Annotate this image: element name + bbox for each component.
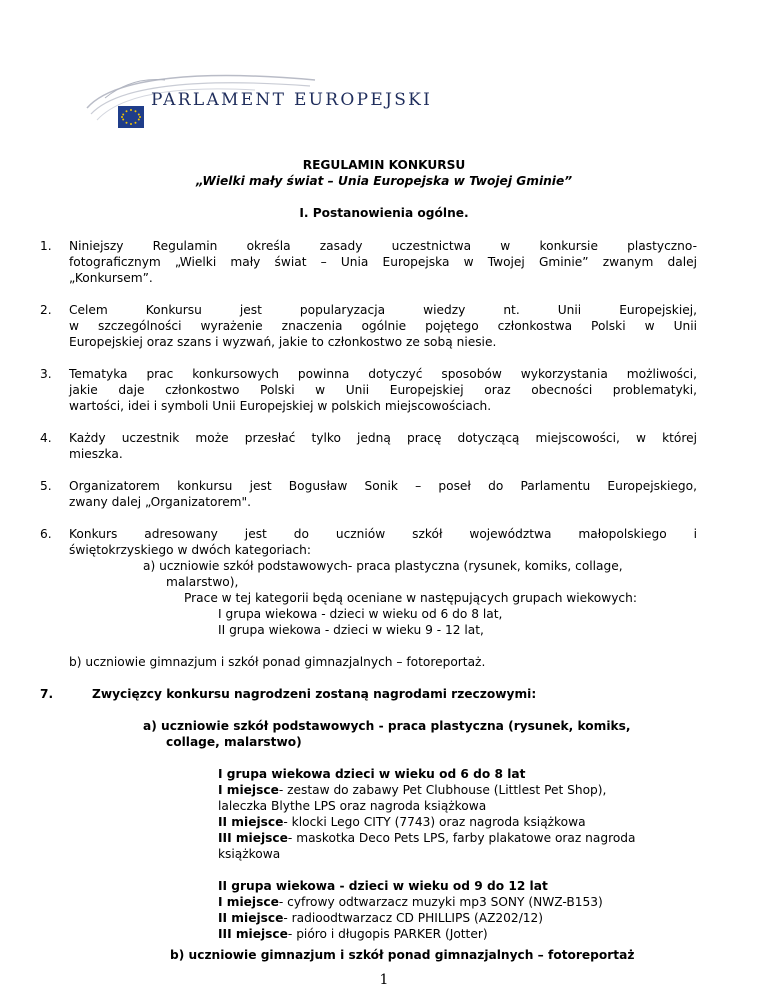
item-number: 4. [40, 431, 52, 445]
prize-desc: - radioodtwarzacz CD PHILLIPS (AZ202/12) [283, 911, 544, 925]
item-number: 3. [40, 367, 52, 381]
prize-line [218, 782, 606, 798]
prize-group-2-heading: II grupa wiekowa - dzieci w wieku od 9 do 12 lat [218, 879, 548, 893]
item-text-line: Konkurs adresowany jest do uczniów szkół województwa małopolskiego i [69, 527, 697, 541]
item-text-line: wartości, idei i symboli Unii Europejskiej w polskich miejscowościach. [69, 399, 492, 413]
item-number: 2. [40, 303, 52, 317]
item-text-line: „Konkursem”. [69, 271, 153, 285]
prize-category-a-cont: collage, malarstwo) [166, 735, 302, 749]
item-text-line: Tematyka prac konkursowych powinna dotyczyć sposobów wykorzystania możliwości, [69, 367, 697, 381]
prize-desc: - maskotka Deco Pets LPS, farby plakatowe oraz nagroda [287, 831, 636, 845]
prize-desc: - cyfrowy odtwarzacz muzyki mp3 SONY (NWZ-B153) [278, 895, 603, 909]
item-text-line: Niniejszy Regulamin określa zasady uczestnictwa w konkursie plastyczno- [69, 239, 697, 253]
item-text-line: mieszka. [69, 447, 123, 461]
category-a-cont: malarstwo), [166, 575, 239, 589]
category-b: b) uczniowie gimnazjum i szkół ponad gimnazjalnych – fotoreportaż. [69, 655, 486, 669]
item-text-line: Każdy uczestnik może przesłać tylko jedną pracę dotyczącą miejscowości, w której [69, 431, 697, 445]
item-text-line: w szczególności wyrażenie znaczenia ogólnie pojętego członkostwa Polski w Unii [69, 319, 697, 333]
prize-line [218, 814, 586, 830]
prize-line [218, 910, 543, 926]
document-title: REGULAMIN KONKURSU [302, 158, 466, 172]
place-label: I miejsce [218, 783, 279, 797]
item-text-line: fotograficznym „Wielki mały świat – Unia Europejska w Twojej Gminie” zwanym dalej [69, 255, 697, 269]
eu-flag-icon [118, 106, 144, 128]
prize-line [218, 830, 636, 846]
item-number: 1. [40, 239, 52, 253]
age-group-1: I grupa wiekowa - dzieci w wieku od 6 do 8 lat, [218, 607, 503, 621]
prize-desc: - klocki Lego CITY (7743) oraz nagroda książkowa [283, 815, 586, 829]
contest-name: „Wielki mały świat – Unia Europejska w Twojej Gminie” [195, 174, 573, 188]
prize-category-a: a) uczniowie szkół podstawowych - praca plastyczna (rysunek, komiks, [143, 719, 631, 733]
item-number: 6. [40, 527, 52, 541]
prize-category-b: b) uczniowie gimnazjum i szkół ponad gimnazjalnych – fotoreportaż [170, 948, 635, 962]
category-a: a) uczniowie szkół podstawowych- praca plastyczna (rysunek, komiks, collage, [143, 559, 623, 573]
age-groups-intro: Prace w tej kategorii będą oceniane w następujących grupach wiekowych: [184, 591, 637, 605]
place-label: III miejsce [218, 927, 288, 941]
page-number: 1 [379, 972, 389, 988]
european-parliament-logo [85, 68, 433, 132]
item-text-line: Celem Konkursu jest popularyzacja wiedzy nt. Unii Europejskiej, [69, 303, 697, 317]
prize-group-1-heading: I grupa wiekowa dzieci w wieku od 6 do 8 lat [218, 767, 526, 781]
item-number: 7. [40, 687, 54, 701]
item-text-line: Organizatorem konkursu jest Bogusław Sonik – poseł do Parlamentu Europejskiego, [69, 479, 697, 493]
item-number: 5. [40, 479, 52, 493]
prize-line-cont: książkowa [218, 847, 281, 861]
place-label: I miejsce [218, 895, 279, 909]
item-text-line: jakie daje członkostwo Polski w Unii Europejskiej oraz obecności problematyki, [69, 383, 697, 397]
prize-desc: - pióro i długopis PARKER (Jotter) [287, 927, 488, 941]
item-text-line: zwany dalej „Organizatorem". [69, 495, 252, 509]
item-text-line: świętokrzyskiego w dwóch kategoriach: [69, 543, 311, 557]
prizes-heading: Zwycięzcy konkursu nagrodzeni zostaną nagrodami rzeczowymi: [92, 687, 537, 701]
logo-text: PARLAMENT EUROPEJSKI [151, 90, 433, 110]
place-label: II miejsce [218, 815, 284, 829]
prize-desc: - zestaw do zabawy Pet Clubhouse (Littlest Pet Shop), [278, 783, 607, 797]
place-label: III miejsce [218, 831, 288, 845]
age-group-2: II grupa wiekowa - dzieci w wieku 9 - 12 lat, [218, 623, 484, 637]
prize-line [218, 894, 603, 910]
prize-line [218, 926, 488, 942]
section-heading: I. Postanowienia ogólne. [299, 206, 469, 220]
item-text-line: Europejskiej oraz szans i wyzwań, jakie to członkostwo ze sobą niesie. [69, 335, 497, 349]
place-label: II miejsce [218, 911, 284, 925]
prize-line-cont: laleczka Blythe LPS oraz nagroda książkowa [218, 799, 487, 813]
